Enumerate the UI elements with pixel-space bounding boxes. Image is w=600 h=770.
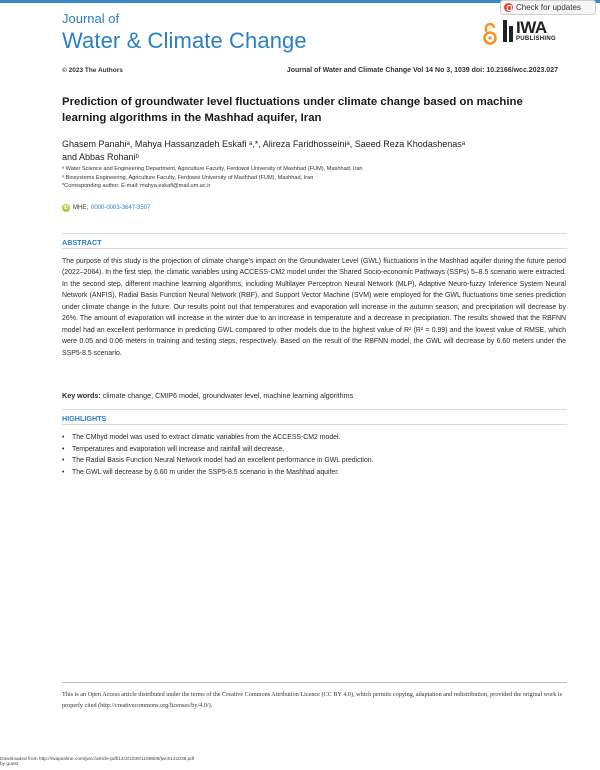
abstract-heading: ABSTRACT xyxy=(62,238,102,247)
divider-top-abstract xyxy=(62,233,567,234)
download-line-2: by guest xyxy=(0,762,19,768)
keywords-text: climate change, CMIP6 model, groundwater level, machine learning algorithms xyxy=(100,391,354,400)
journal-name-small: Journal of xyxy=(62,11,120,26)
check-updates-icon xyxy=(504,3,513,12)
divider-highlights xyxy=(62,424,567,425)
copyright-notice: © 2023 The Authors xyxy=(62,67,123,74)
iwa-logo-subtext: PUBLISHING xyxy=(516,36,557,42)
author-list xyxy=(62,138,552,164)
article-title: Prediction of groundwater level fluctuations under climate change based on machine learning algorithms in the Mashhad aquifer, Iran xyxy=(62,96,523,124)
affiliation-a: ᵃ Water Science and Engineering Department, Agriculture Faculty, Ferdowsi University of Mashhad (FUM), Mashhad, Iran xyxy=(62,166,363,172)
authors-line-2: and Abbas Rohaniᵇ xyxy=(62,152,139,162)
iwa-logo-text: IWA xyxy=(516,18,547,37)
keywords xyxy=(62,391,353,400)
divider-top-highlights xyxy=(62,409,567,410)
highlight-item: • The Radial Basis Function Neural Network model had an excellent performance in GWL prediction. xyxy=(62,457,562,469)
divider-footer xyxy=(62,682,567,683)
orcid-icon: iD xyxy=(63,205,69,211)
iwa-publishing-logo xyxy=(502,18,558,42)
highlight-item: • Temperatures and evaporation will increase and rainfall will decrease. xyxy=(62,446,562,458)
license-notice: This is an Open Access article distributed under the terms of the Creative Commons Attribution Licence (CC BY 4.0), which permits copying, adaptation and redistribution, provided the original work is properly cited (http://creativecommons.org/licenses/by/4.0/). xyxy=(62,691,562,709)
download-line-1: Downloaded from http://iwaponline.com/jwcc/article-pdf/14/3/1039/1199809/jwc0141039.pdf xyxy=(0,757,195,762)
check-updates-label: Check for updates xyxy=(516,3,581,12)
affiliation-b: ᵇ Biosystems Engineering, Agriculture Faculty, Ferdowsi University of Mashhad (FUM), Mashhad, Iran xyxy=(62,174,314,181)
orcid-link[interactable]: 0000-0003-3647-3507 xyxy=(91,205,151,211)
authors-line-1: Ghasem Panahiᵃ, Mahya Hassanzadeh Eskafi ᵃ,*, Alireza Faridhosseiniᵃ, Saeed Reza Khodashenasᵃ xyxy=(62,139,466,149)
check-for-updates-button[interactable] xyxy=(500,0,596,15)
journal-name: Water & Climate Change xyxy=(62,28,307,53)
highlights-heading: HIGHLIGHTS xyxy=(62,414,107,423)
abstract-text: The purpose of this study is the projection of climate change's impact on the Groundwater Level (GWL) fluctuations in the Mashhad aquifer during the future period (2022–2064). In the first step, the climatic variables using ACCESS-CM2 model under the Shared Socio-economic Pathways (SSPs) 5–8.5 scenario were extracted. In the second step, different machine learning algorithms, including Multilayer Perceptron Neural Network (MLP), Adaptive Neuro-fuzzy Inference System Neural Network (ANFIS), Radial Basis Function Neural Network (RBF), and Support Vector Machine (SVM) were employed for the GWL fluctuations time series prediction under climate change in the future. Our results point out that temperatures and evaporation will increase in the autumn season, and precipitation will decrease by 26%. The amount of evaporation will increase in the winter due to an increase in temperature and a decrease in precipitation. The results showed that the RBFNN model had an excellent performance in predicting GWL compared to other models due to the highest value of R² (R² = 0.99) and the lowest value of RMSE, which were 0.05 and 0.06 meters in training and testing steps, respectively. Based on the result of the RBFNN model, the GWL will decrease by 6.60 meters under the SSP5-8.5 scenario. xyxy=(62,258,566,357)
affiliations xyxy=(62,165,552,191)
highlight-item: • The GWL will decrease by 6.60 m under the SSP5-8.5 scenario in the Mashhad aquifer. xyxy=(62,469,562,481)
download-stamp xyxy=(0,757,194,768)
keywords-label: Key words: xyxy=(62,391,101,400)
divider-abstract xyxy=(62,248,567,249)
open-access-icon xyxy=(482,22,498,51)
orcid-row xyxy=(62,204,150,212)
highlight-item: • The CMhyd model was used to extract climatic variables from the ACCESS-CM2 model. xyxy=(62,434,562,446)
orcid-label: MHE, xyxy=(73,205,88,211)
highlights-list xyxy=(62,434,562,480)
citation-line: Journal of Water and Climate Change Vol 14 No 3, 1039 doi: 10.2166/wcc.2023.027 xyxy=(286,67,558,74)
corresponding-author: *Corresponding author. E-mail: mahya.eskafi@mail.um.ac.ir xyxy=(62,183,211,190)
